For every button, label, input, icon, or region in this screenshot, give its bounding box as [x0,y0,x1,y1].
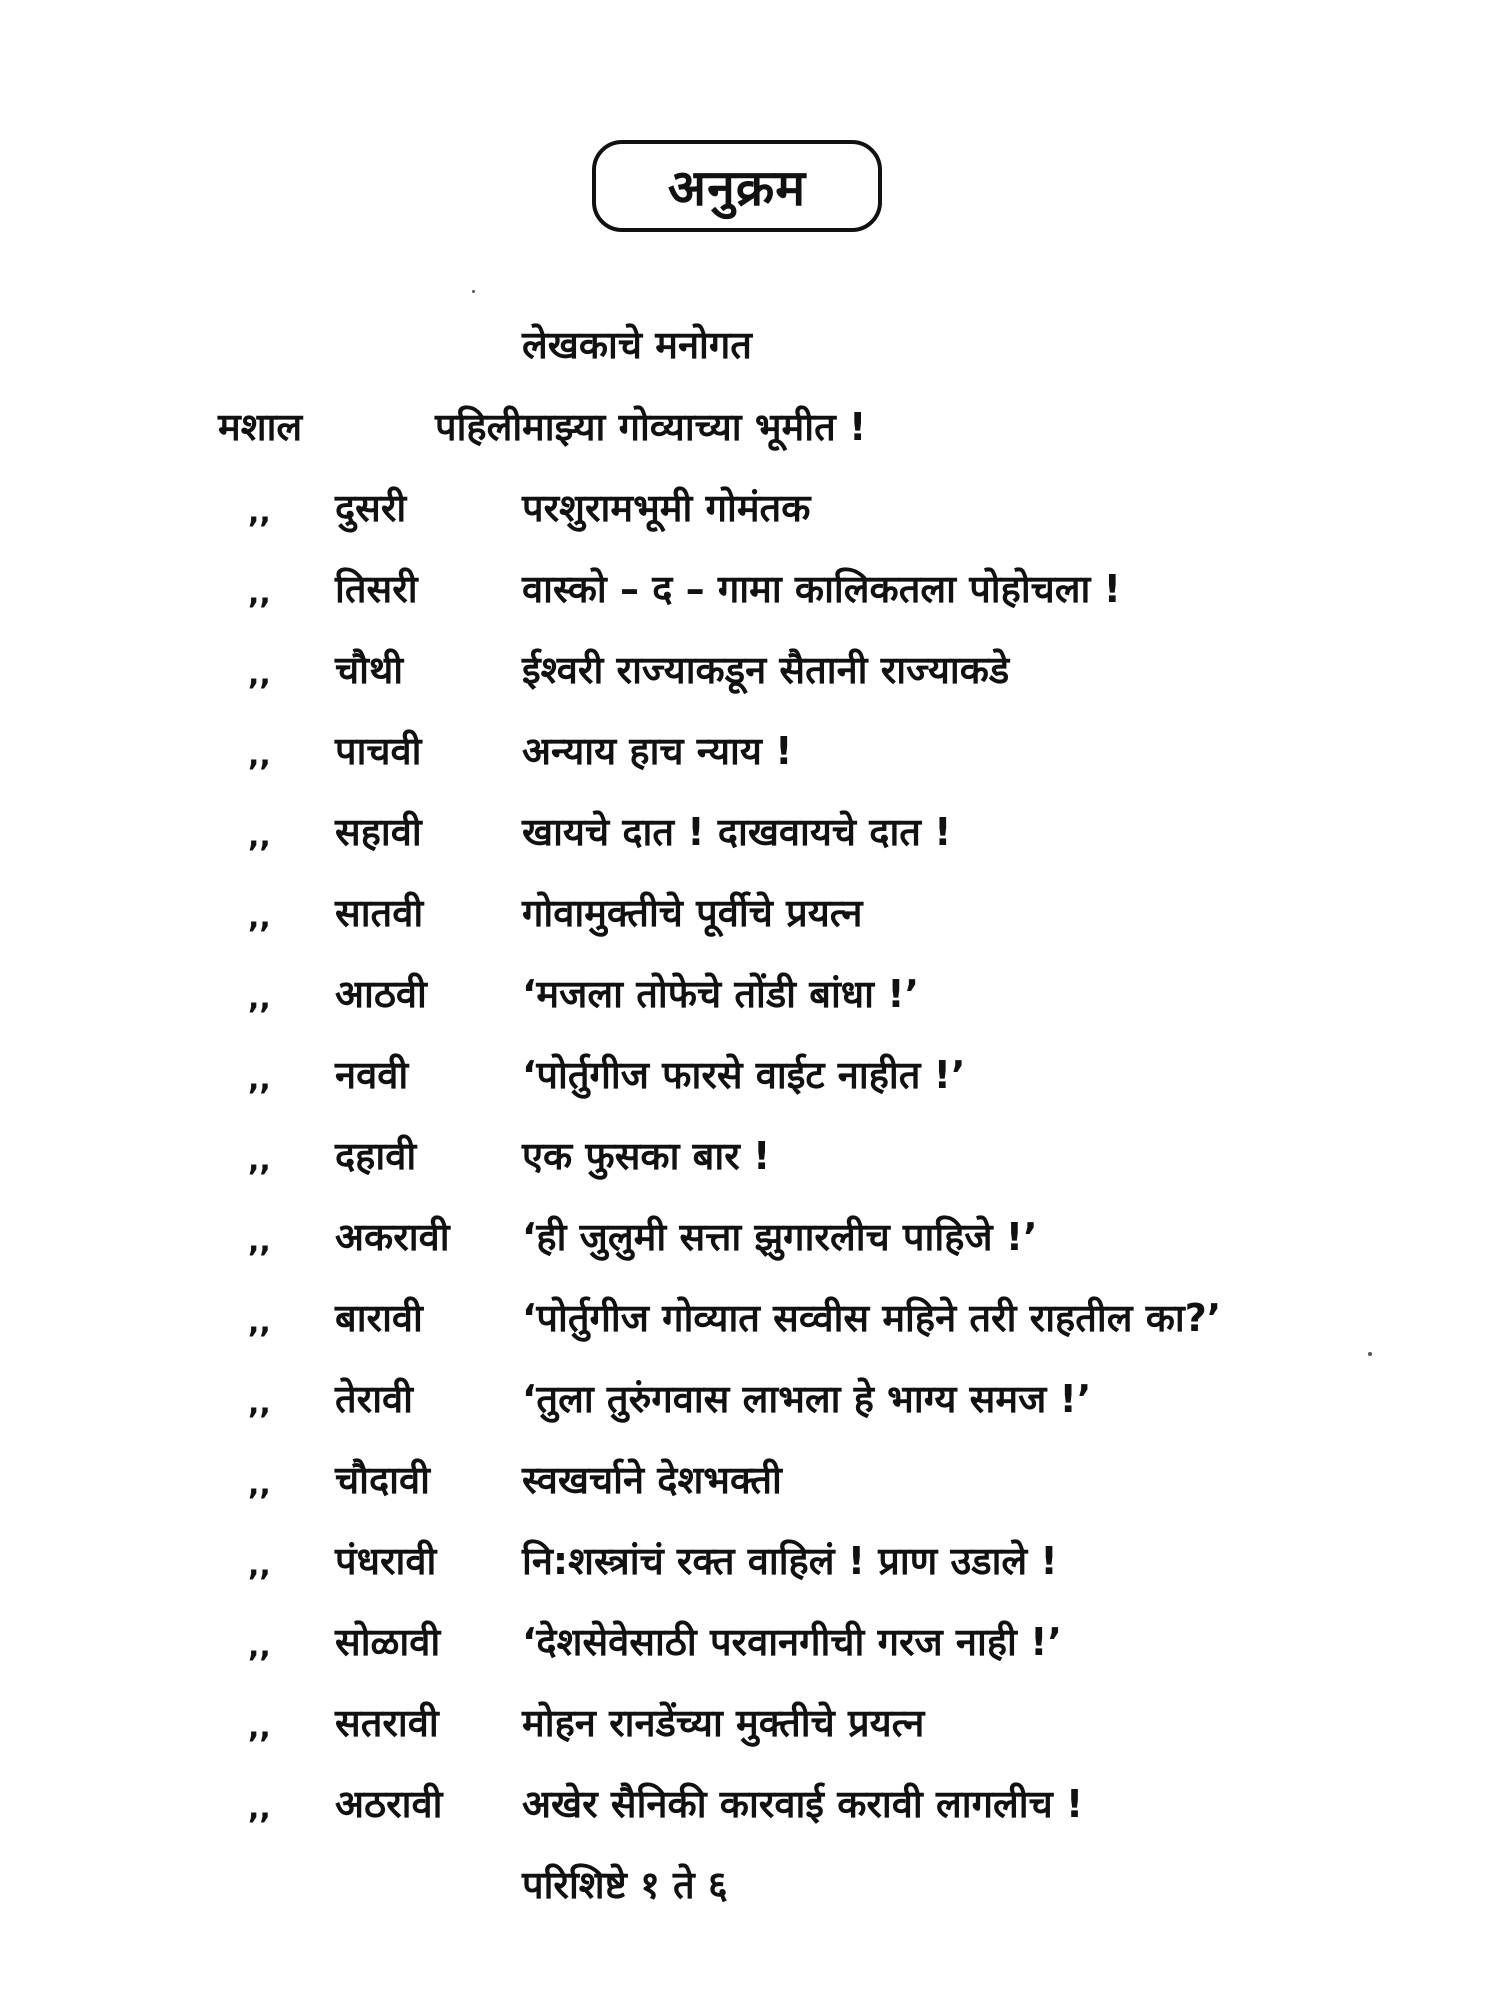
toc-chapter-title: अन्याय हाच न्याय ! [522,729,793,773]
toc-ordinal: अकरावी [335,1215,450,1259]
toc-row [0,805,1500,886]
toc-row [0,1372,1500,1453]
toc-chapter-title: परशुरामभूमी गोमंतक [522,486,811,530]
ditto-mark: ,, [248,1629,271,1664]
toc-ordinal: पंधरावी [335,1539,437,1583]
toc-row [0,724,1500,805]
toc-ordinal: तेरावी [335,1377,414,1421]
toc-chapter-title: खायचे दात ! दाखवायचे दात ! [522,810,952,854]
toc-row [0,481,1500,562]
ditto-mark: ,, [248,819,271,854]
toc-ordinal: दुसरी [335,486,407,530]
toc-prefix: मशाल [218,405,303,449]
toc-ordinal: नववी [335,1053,409,1097]
toc-ordinal: आठवी [335,972,427,1016]
toc-row [0,1696,1500,1777]
toc-chapter-title: ‘देशसेवेसाठी परवानगीची गरज नाही !’ [522,1620,1062,1664]
ditto-mark: ,, [248,1386,271,1421]
contents-title-box [592,140,882,232]
toc-row [0,643,1500,724]
toc-chapter-title: ‘ही जुलुमी सत्ता झुगारलीच पाहिजे !’ [522,1215,1038,1259]
ditto-mark: ,, [248,657,271,692]
ditto-mark: ,, [248,1305,271,1340]
ditto-mark: ,, [248,1224,271,1259]
toc-row [0,1210,1500,1291]
ditto-mark: ,, [248,1548,271,1583]
toc-ordinal: पाचवी [335,729,422,773]
toc-chapter-title: ‘पोर्तुगीज फारसे वाईट नाहीत !’ [522,1053,966,1097]
toc-ordinal: अठरावी [335,1782,443,1826]
table-of-contents [0,400,1500,1858]
toc-row [0,1777,1500,1858]
toc-row [0,886,1500,967]
author-preface-entry: लेखकाचे मनोगत [522,323,752,367]
toc-row [0,967,1500,1048]
toc-row [0,1534,1500,1615]
toc-row [0,1453,1500,1534]
toc-ordinal: तिसरी [335,567,418,611]
toc-ordinal: सतरावी [335,1701,439,1745]
ditto-mark: ,, [248,900,271,935]
appendix-entry: परिशिष्टे १ ते ६ [522,1863,728,1907]
ditto-mark: ,, [248,1710,271,1745]
ditto-mark: ,, [248,981,271,1016]
toc-row [0,1615,1500,1696]
toc-ordinal: सहावी [335,810,422,854]
scan-speck [472,290,475,293]
toc-chapter-title: स्वखर्चाने देशभक्ती [522,1458,782,1502]
ditto-mark: ,, [248,738,271,773]
toc-chapter-title: एक फुसका बार ! [522,1134,771,1178]
ditto-mark: ,, [248,576,271,611]
ditto-mark: ,, [248,1062,271,1097]
toc-chapter-title: अखेर सैनिकी कारवाई करावी लागलीच ! [522,1782,1084,1826]
page-title: अनुक्रम [667,159,807,217]
toc-chapter-title: ईश्वरी राज्याकडून सैतानी राज्याकडे [522,648,1010,692]
ditto-mark: ,, [248,1143,271,1178]
toc-chapter-title: ‘मजला तोफेचे तोंडी बांधा !’ [522,972,920,1016]
toc-ordinal: सोळावी [335,1620,441,1664]
toc-ordinal: चौथी [335,648,404,692]
toc-chapter-title: नि:शस्त्रांचं रक्त वाहिलं ! प्राण उडाले ! [522,1539,1058,1583]
toc-row [0,1129,1500,1210]
toc-ordinal: दहावी [335,1134,417,1178]
toc-chapter-title: वास्को – द – गामा कालिकतला पोहोचला ! [522,567,1121,611]
toc-chapter-title: माझ्या गोव्याच्या भूमीत ! [522,405,867,449]
ditto-mark: ,, [248,1791,271,1826]
toc-row [0,562,1500,643]
toc-ordinal: चौदावी [335,1458,430,1502]
scan-speck [1368,1352,1372,1356]
toc-chapter-title: मोहन रानडेंच्या मुक्तीचे प्रयत्न [522,1701,925,1745]
toc-ordinal: सातवी [335,891,424,935]
toc-ordinal: बारावी [335,1296,423,1340]
toc-row [0,1048,1500,1129]
toc-row [0,400,1500,481]
toc-chapter-title: ‘पोर्तुगीज गोव्यात सव्वीस महिने तरी राहतील का?’ [522,1296,1222,1340]
toc-ordinal: पहिली [435,405,523,449]
toc-row [0,1291,1500,1372]
ditto-mark: ,, [248,495,271,530]
toc-chapter-title: ‘तुला तुरुंगवास लाभला हे भाग्य समज !’ [522,1377,1092,1421]
ditto-mark: ,, [248,1467,271,1502]
toc-chapter-title: गोवामुक्तीचे पूर्वीचे प्रयत्न [522,891,863,935]
